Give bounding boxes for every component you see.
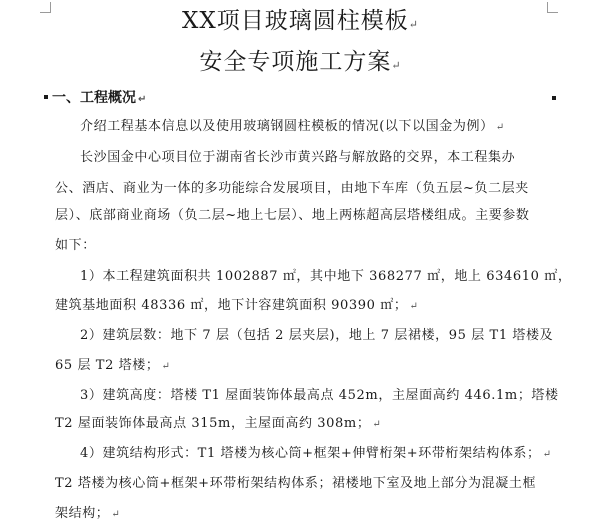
body-line	[80, 327, 553, 345]
body-line-text: T2 塔楼为核心筒+框架+环带桁架结构体系；裙楼地下室及地上部分为混凝土框	[55, 476, 537, 491]
body-line	[80, 445, 551, 464]
paragraph-mark-icon: ↵	[409, 301, 418, 312]
body-line	[80, 268, 571, 286]
body-line-text: 1）本工程建筑面积共 1002887 ㎡，其中地下 368277 ㎡，地上 634610 ㎡，	[80, 269, 572, 284]
paragraph-mark-icon: ↵	[111, 509, 120, 520]
body-line	[80, 387, 559, 405]
paragraph-mark-icon: ↵	[391, 59, 401, 72]
body-line	[55, 415, 381, 434]
paragraph-mark-icon: ↵	[161, 361, 170, 372]
paragraph-mark-icon: ↵	[138, 94, 147, 105]
paragraph-mark-icon: ↵	[542, 449, 552, 460]
title-line-2-text: 安全专项施工方案	[199, 49, 392, 75]
body-line-text: 4）建筑结构形式：T1 塔楼为核心筒+框架+伸臂桁架+环带桁架结构体系；	[80, 446, 541, 461]
section-heading-text: 一、工程概况	[52, 90, 136, 106]
body-line	[55, 237, 96, 255]
body-line-text: 架结构；	[55, 506, 110, 521]
body-line	[55, 505, 120, 524]
body-line-text: 长沙国金中心项目位于湖南省长沙市黄兴路与解放路的交界，本工程集办	[80, 150, 516, 165]
body-line	[80, 118, 504, 137]
paragraph-mark-icon: ↵	[408, 18, 418, 31]
list-bullet-icon	[44, 95, 48, 99]
body-line	[80, 149, 515, 167]
paragraph-mark-icon: ↵	[495, 122, 505, 133]
body-line-text: 公、酒店、商业为一体的多功能综合发展项目，由地下车库（负五层~负二层夹	[55, 181, 529, 196]
body-line-text: T2 屋面装饰体最高点 315m，主屋面高约 308m；	[55, 416, 371, 431]
body-line-text: 建筑基地面积 48336 ㎡，地下计容建筑面积 90390 ㎡；	[55, 298, 408, 313]
body-line-text: 3）建筑高度：塔楼 T1 屋面装饰体最高点 452m，主屋面高约 446.1m；塔楼	[80, 388, 559, 403]
body-line	[55, 475, 536, 493]
section-heading	[44, 88, 146, 110]
document-title-line-1	[0, 6, 600, 40]
body-line-text: 介绍工程基本信息以及使用玻璃钢圆柱模板的情况(以下以国金为例）	[80, 119, 494, 134]
body-line	[55, 357, 170, 376]
list-bullet-icon	[552, 96, 556, 100]
document-title-line-2	[0, 47, 600, 81]
body-line	[55, 297, 418, 316]
body-line-text: 如下：	[55, 238, 96, 253]
paragraph-mark-icon: ↵	[372, 419, 381, 430]
body-line	[55, 207, 530, 225]
body-line-text: 2）建筑层数：地下 7 层（包括 2 层夹层)，地上 7 层裙楼，95 层 T1 塔楼及	[80, 328, 554, 343]
body-line-text: 65 层 T2 塔楼；	[55, 358, 160, 373]
body-line-text: 层）、底部商业商场（负二层~地上七层）、地上两栋超高层塔楼组成。主要参数	[55, 208, 530, 223]
title-line-1-text: XX项目玻璃圆柱模板	[182, 8, 409, 34]
body-line	[55, 180, 529, 198]
